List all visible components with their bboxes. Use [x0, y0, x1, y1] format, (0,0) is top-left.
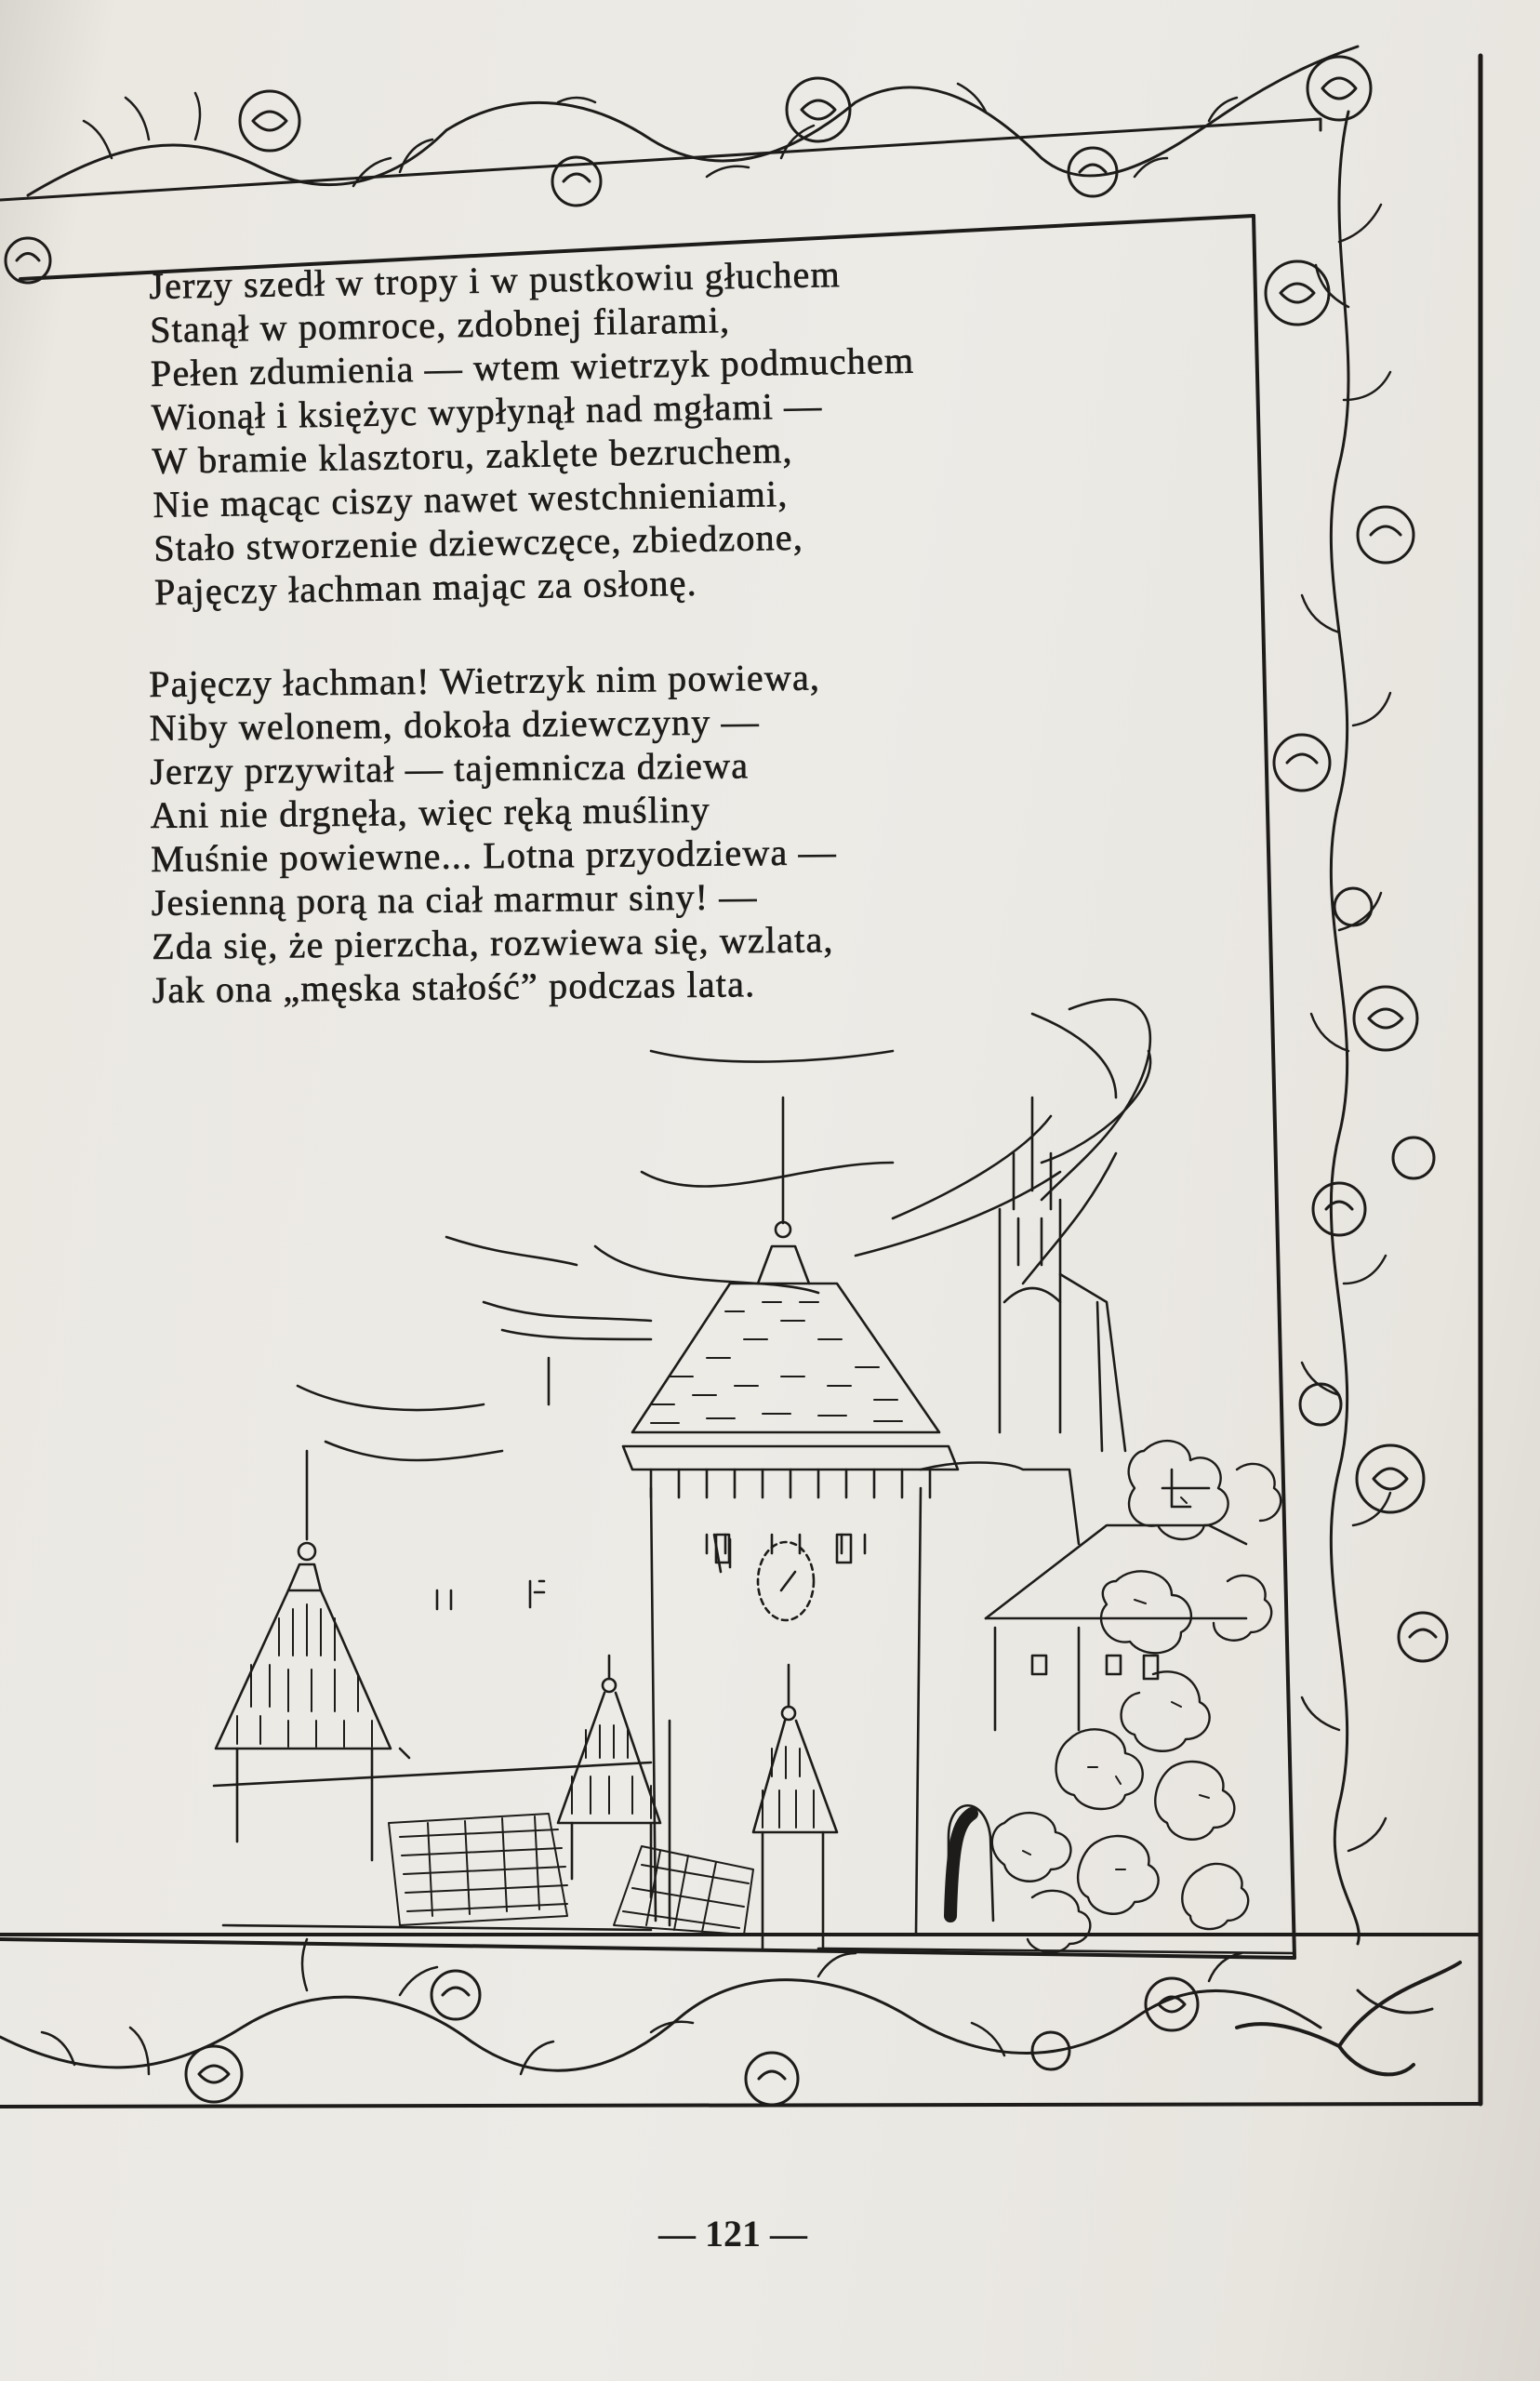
verse-line: Niby welonem, dokoła dziewczyny — — [149, 700, 761, 749]
verse-line: Pajęczy łachman! Wietrzyk nim powiewa, — [149, 656, 821, 705]
verse-line: Jerzy przywitał — tajemnicza dziewa — [149, 744, 750, 792]
verse-line: Muśnie powiewne... Lotna przyodziewa — — [150, 831, 838, 880]
verse-line: Ani nie drgnęła, więc ręką muśliny — [150, 788, 711, 836]
verse-line: Stanął w pomroce, zdobnej filarami, — [149, 299, 731, 351]
verse-line: Jak ona „męska stałość” podczas lata. — [152, 963, 756, 1011]
verse-line: Jerzy szedł w tropy i w pustkowiu głuchem — [149, 253, 842, 307]
verse-line: Pajęczy łachman mając za osłonę. — [153, 561, 698, 613]
verse-line: Zda się, że pierzcha, rozwiewa się, wzlata, — [151, 918, 834, 967]
verse-line: Jesienną porą na ciał marmur siny! — — [151, 875, 758, 924]
verse-line: Stało stworzenie dziewczęce, zbiedzone, — [153, 515, 804, 569]
page-number: — 121 — — [658, 2213, 807, 2255]
tower-illustration — [214, 1000, 1293, 1953]
poem-stanza-2 — [149, 655, 839, 1012]
verse-line: Wionął i księżyc wypłynął nad mgłami — — [151, 384, 823, 438]
verse-line: Nie mącąc ciszy nawet westchnieniami, — [153, 472, 789, 525]
poem-stanza-1 — [149, 251, 919, 614]
verse-line: Pełen zdumienia — wtem wietrzyk podmuchem — [150, 339, 915, 394]
verse-line: W bramie klasztoru, zaklęte bezruchem, — [152, 428, 793, 482]
